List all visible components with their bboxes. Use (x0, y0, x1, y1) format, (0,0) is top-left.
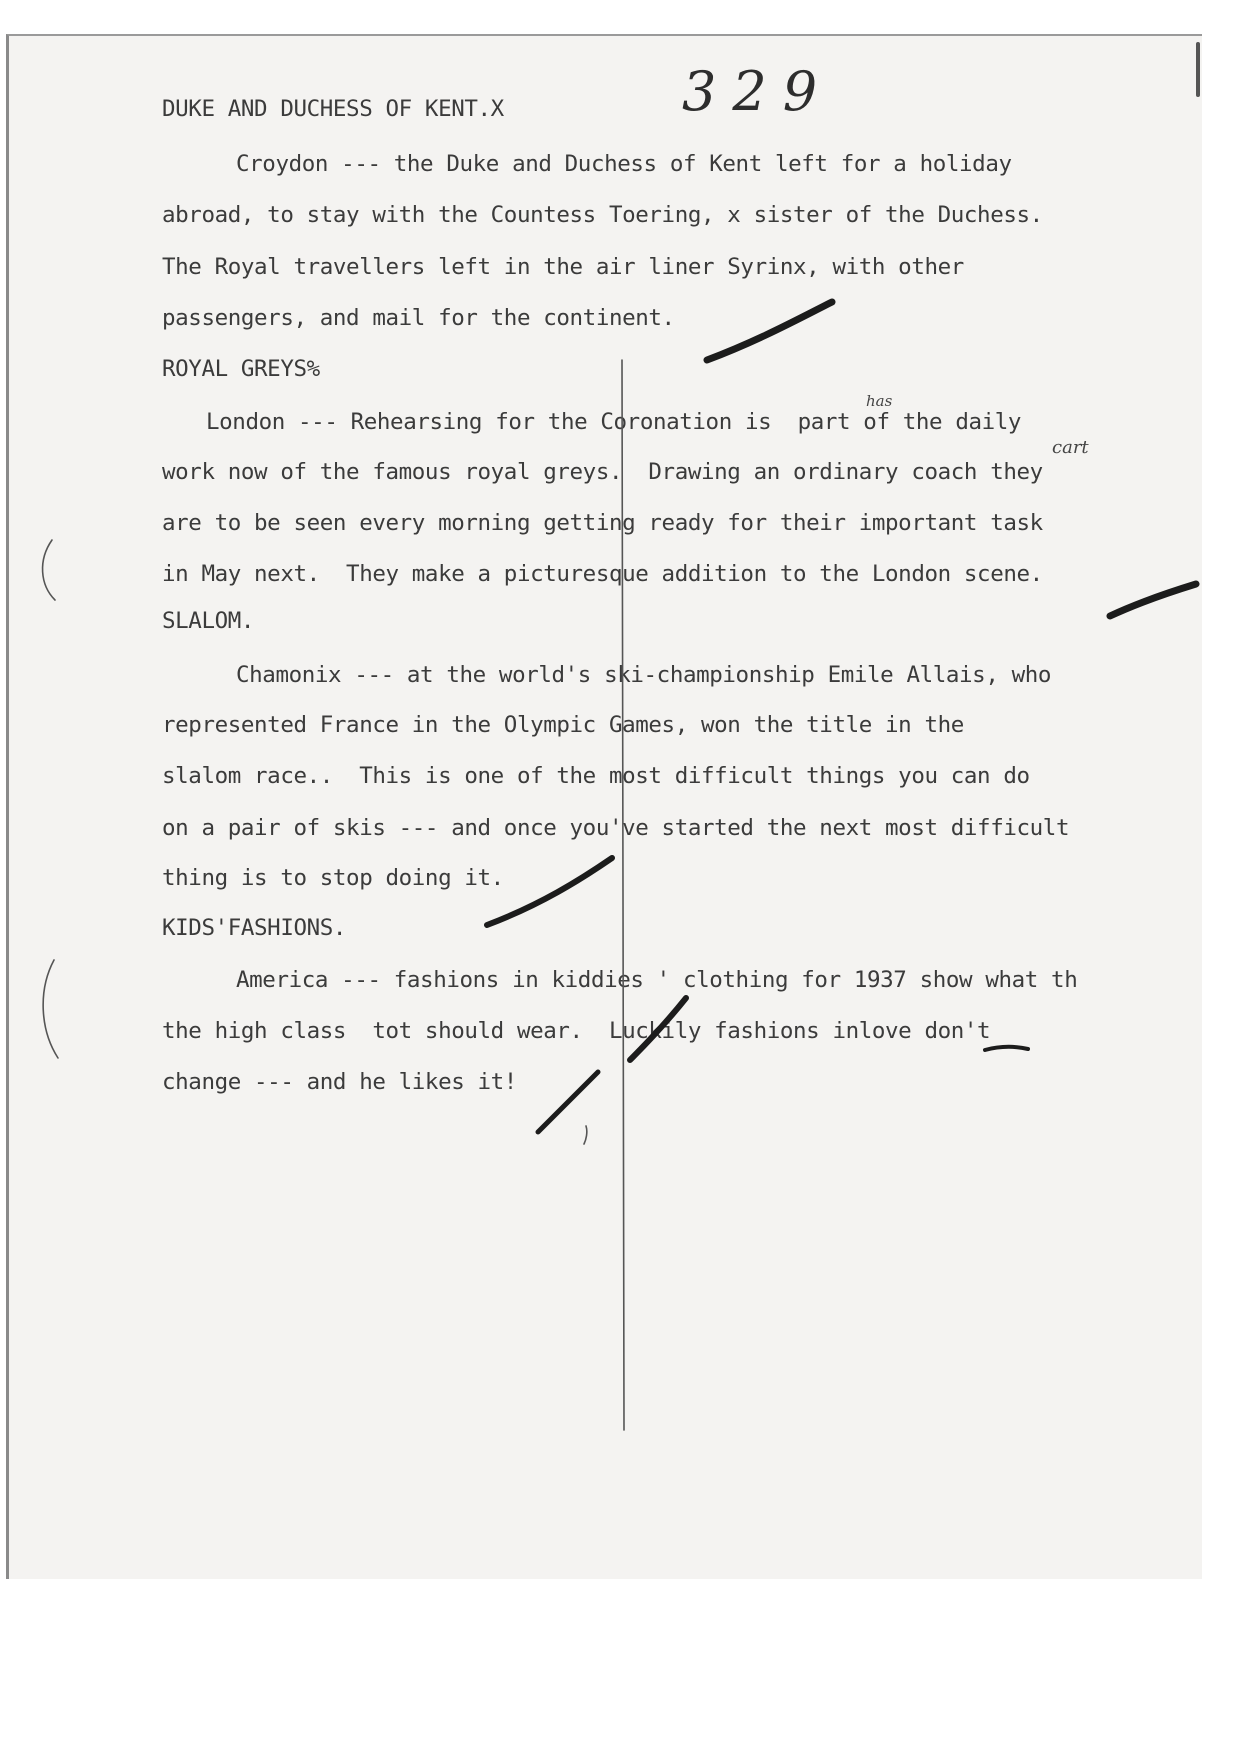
text-line: on a pair of skis --- and once you've started the next most difficult (162, 815, 1070, 841)
text-line: work now of the famous royal greys. Drawing an ordinary coach they (162, 459, 1043, 485)
pen-slash-mark (630, 998, 686, 1060)
pen-tick (584, 1126, 587, 1144)
hole-punch-mark (43, 960, 58, 1058)
text-line: are to be seen every morning getting ready for their important task (162, 510, 1043, 536)
text-line: represented France in the Olympic Games, won the title in the (162, 712, 964, 738)
text-line: Chamonix --- at the world's ski-championship Emile Allais, who (236, 662, 1052, 688)
handwritten-page-number: 329 (682, 60, 834, 123)
text-line: London --- Rehearsing for the Coronation is part of the daily (206, 409, 1022, 435)
heading-slalom: SLALOM. (162, 608, 255, 634)
text-line: the high class tot should wear. Luckily fashions inlove don't (162, 1018, 991, 1044)
text-line: thing is to stop doing it. (162, 865, 504, 891)
fold-line (622, 360, 624, 1430)
pen-slash-mark (538, 1072, 598, 1132)
handwritten-insert-cart: cart (1052, 437, 1089, 458)
pen-slash-mark (1110, 584, 1196, 616)
text-line: slalom race.. This is one of the most difficult things you can do (162, 763, 1030, 789)
text-line: Croydon --- the Duke and Duchess of Kent left for a holiday (236, 151, 1012, 177)
text-line: abroad, to stay with the Countess Toering, x sister of the Duchess. (162, 202, 1043, 228)
text-line: in May next. They make a picturesque addition to the London scene. (162, 561, 1043, 587)
text-line: The Royal travellers left in the air liner Syrinx, with other (162, 254, 964, 280)
heading-royal-greys: ROYAL GREYS% (162, 356, 320, 382)
text-line: change --- and he likes it! (162, 1069, 517, 1095)
handwritten-insert-has: has (866, 392, 893, 410)
text-line: America --- fashions in kiddies ' clothing for 1937 show what th (236, 967, 1078, 993)
heading-duke-duchess: DUKE AND DUCHESS OF KENT.X (162, 96, 504, 122)
pen-slash-mark (487, 858, 612, 925)
pen-slash-mark (707, 302, 832, 360)
hole-punch-mark (43, 540, 55, 600)
heading-kids-fashions: KIDS'FASHIONS. (162, 915, 347, 941)
pen-underline (985, 1047, 1028, 1050)
text-line: passengers, and mail for the continent. (162, 305, 675, 331)
